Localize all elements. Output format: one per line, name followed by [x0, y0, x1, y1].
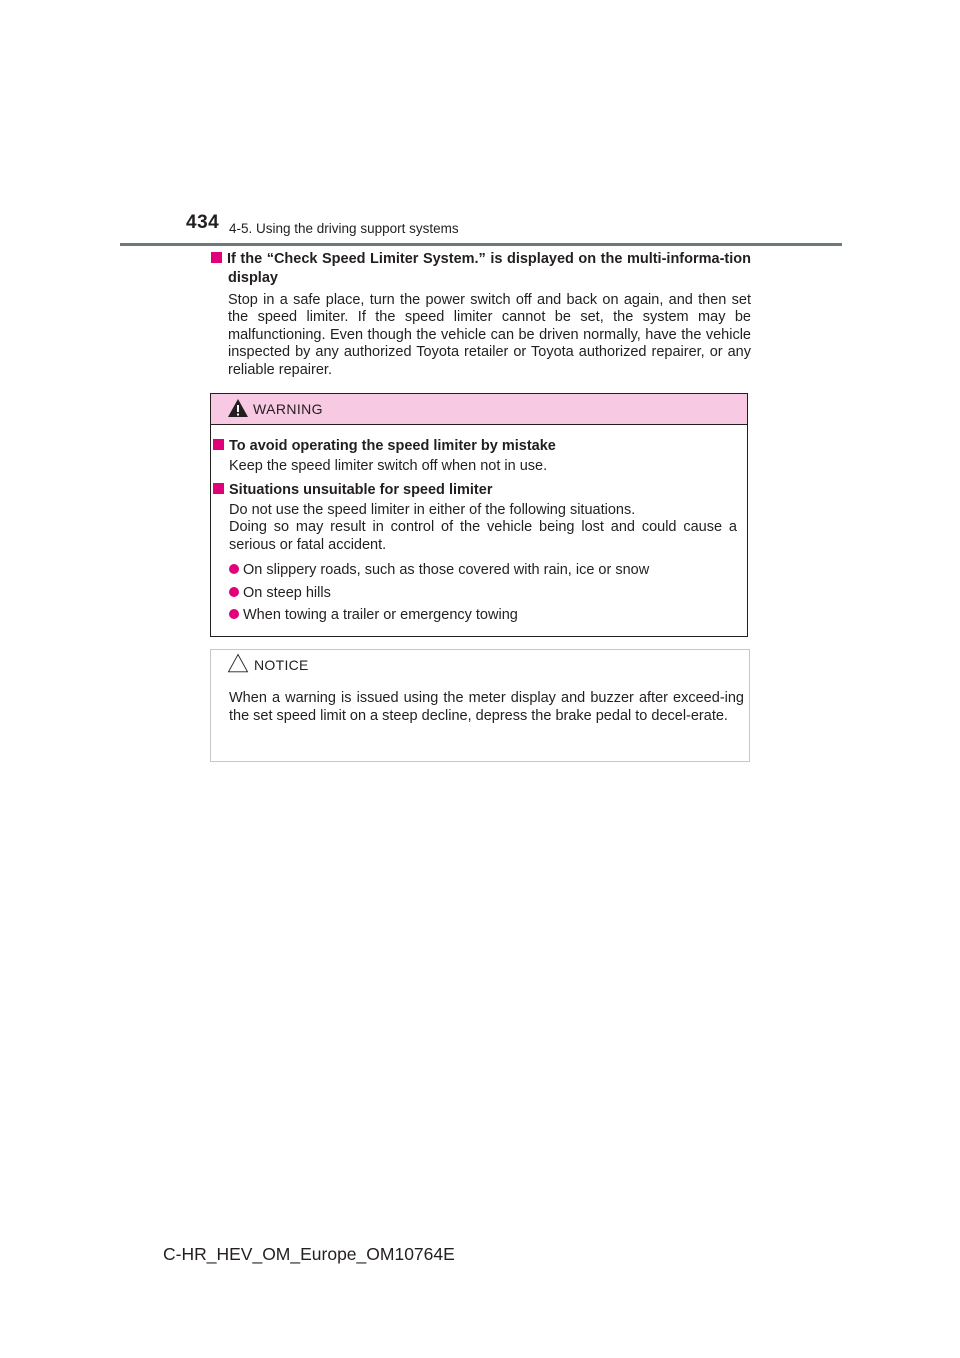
- round-bullet-icon: [229, 564, 239, 574]
- notice-triangle-icon: [227, 653, 249, 673]
- notice-label: NOTICE: [254, 657, 309, 673]
- warning-text-line: Doing so may result in control of the vehicle being lost and could cause a serious or fatal accident.: [229, 519, 737, 553]
- warning-body: [211, 425, 747, 625]
- warning-item-text: [211, 502, 737, 555]
- notice-text: When a warning is issued using the meter display and buzzer after exceed-ing the set speed limit on a steep decline, depress the brake pedal to decel-erate.: [229, 690, 744, 724]
- header-rule: [120, 243, 842, 246]
- round-bullet-icon: [229, 609, 239, 619]
- list-item: [211, 607, 737, 625]
- footer-doc-id: C-HR_HEV_OM_Europe_OM10764E: [163, 1244, 455, 1264]
- section-title: 4-5. Using the driving support systems: [229, 221, 459, 236]
- list-item-text: On slippery roads, such as those covered with rain, ice or snow: [243, 562, 650, 578]
- section-heading-text: If the “Check Speed Limiter System.” is displayed on the multi-informa-tion display: [227, 251, 751, 286]
- warning-box: [210, 393, 748, 637]
- square-bullet-icon: [211, 252, 222, 263]
- warning-item-heading-text: To avoid operating the speed limiter by mistake: [229, 438, 556, 454]
- warning-text-line: Do not use the speed limiter in either of the following situations.: [229, 501, 636, 518]
- warning-item-text: Keep the speed limiter switch off when not in use.: [229, 458, 548, 474]
- warning-item-heading-text: Situations unsuitable for speed limiter: [229, 481, 493, 498]
- square-bullet-icon: [213, 439, 224, 450]
- list-item-text: On steep hills: [243, 584, 331, 601]
- warning-item-heading: [211, 437, 737, 455]
- round-bullet-icon: [229, 587, 239, 597]
- notice-box: [210, 649, 750, 762]
- list-item: [211, 562, 737, 580]
- page-number: 434: [186, 212, 220, 233]
- warning-triangle-icon: [227, 398, 249, 418]
- square-bullet-icon: [213, 483, 224, 494]
- section-heading: [211, 250, 751, 288]
- content: [211, 250, 751, 379]
- warning-item-heading: [211, 481, 737, 499]
- warning-label: WARNING: [253, 401, 323, 417]
- list-item-text: When towing a trailer or emergency towing: [243, 607, 518, 623]
- section-body: Stop in a safe place, turn the power switch off and back on again, and then set the speed limiter. If the speed limiter cannot be set, the system may be malfunctioning. Even though the vehicle can be driven normally, have the vehicle inspected by any authorized Toyota retailer or Toyota authorized repairer, or any reliable repairer.: [228, 292, 751, 378]
- warning-header: [211, 394, 747, 425]
- list-item: [211, 585, 737, 603]
- notice-header: [211, 650, 749, 678]
